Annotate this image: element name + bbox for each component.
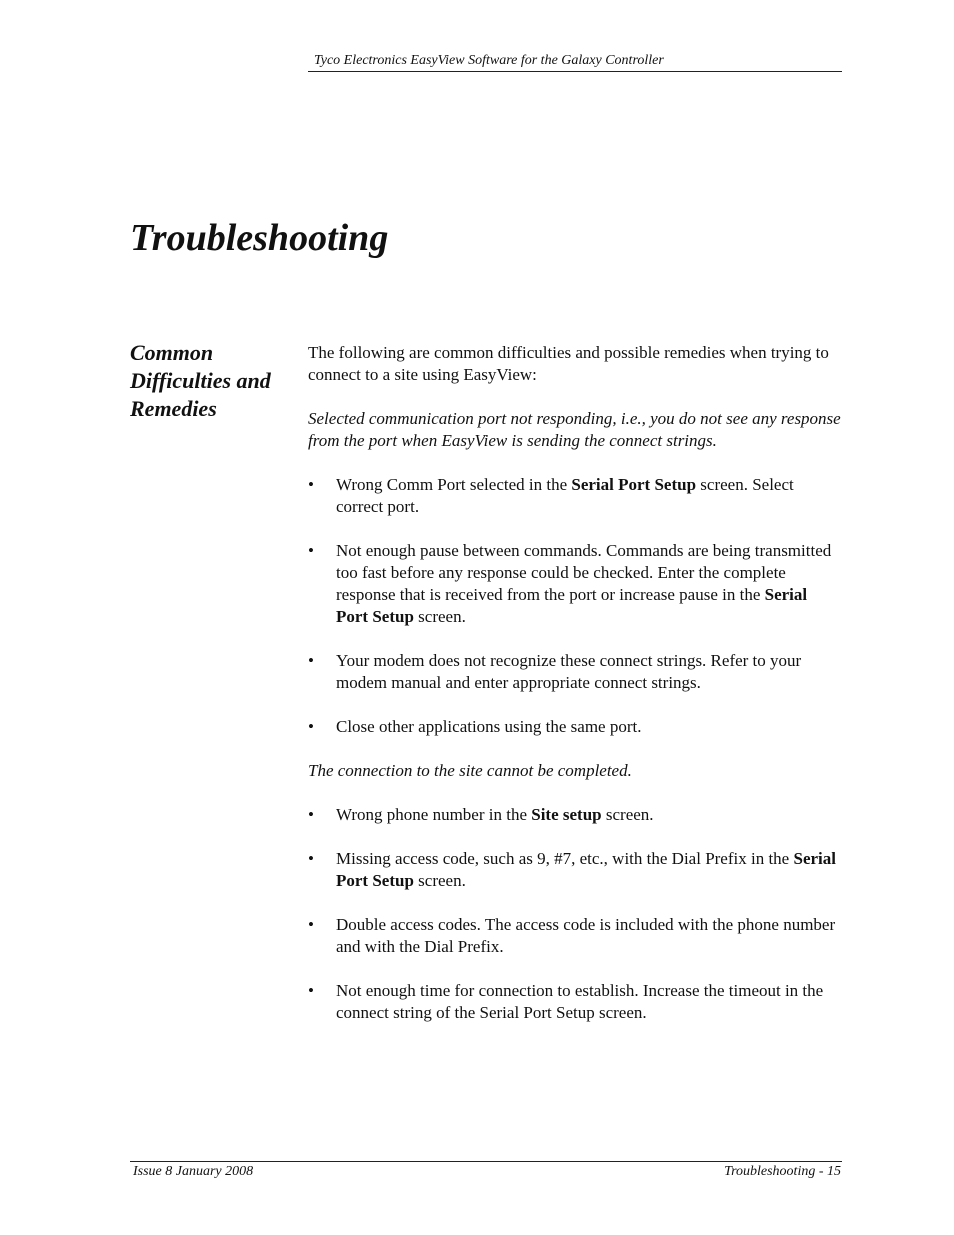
remedy-list-connection (308, 804, 842, 1024)
section-heading (130, 339, 295, 423)
section-heading-line-3: Remedies (130, 396, 217, 421)
section-heading-line-2: Difficulties and (130, 368, 271, 393)
list-item: • Close other applications using the same port. (308, 717, 642, 736)
section-heading-line-1: Common (130, 340, 214, 365)
list-item: • Not enough time for connection to establish. Increase the timeout in the connect string of the Serial Port Setup screen. (308, 981, 824, 1022)
list-item: • Your modem does not recognize these connect strings. Refer to your modem manual and enter appropriate connect strings. (308, 651, 802, 692)
bullet-icon: • (308, 651, 314, 670)
list-item: • Wrong phone number in the Site setup screen. (308, 805, 654, 824)
running-header-text: Tyco Electronics EasyView Software for the Galaxy Controller (314, 53, 664, 68)
footer-issue-date: Issue 8 January 2008 (133, 1164, 254, 1179)
running-footer (130, 1161, 842, 1179)
list-item: • Double access codes. The access code is included with the phone number and with the Dial Prefix. (308, 915, 836, 956)
problem-heading-connection: The connection to the site cannot be completed. (308, 761, 632, 780)
bullet-icon: • (308, 915, 314, 934)
bullet-icon: • (308, 717, 314, 736)
problem-heading-port: Selected communication port not responding, i.e., you do not see any response from the port when EasyView is sending the connect strings. (308, 409, 841, 450)
bullet-icon: • (308, 849, 314, 868)
list-item: • Missing access code, such as 9, #7, etc., with the Dial Prefix in the Serial Port Setup screen. (308, 849, 836, 890)
footer-page-number: Troubleshooting - 15 (724, 1164, 841, 1179)
intro-paragraph: The following are common difficulties and possible remedies when trying to connect to a site using EasyView: (308, 343, 829, 384)
list-item: • Not enough pause between commands. Commands are being transmitted too fast before any response could be checked. Enter the complete response that is received from the port or increase pause in the Serial Port Setup screen. (308, 541, 832, 626)
bullet-icon: • (308, 541, 314, 560)
running-header (308, 52, 842, 72)
chapter-title: Troubleshooting (130, 217, 389, 259)
bullet-icon: • (308, 475, 314, 494)
list-item: • Wrong Comm Port selected in the Serial Port Setup screen. Select correct port. (308, 475, 794, 516)
bullet-icon: • (308, 981, 314, 1000)
body-column (308, 342, 842, 1046)
bullet-icon: • (308, 805, 314, 824)
remedy-list-port (308, 474, 842, 738)
